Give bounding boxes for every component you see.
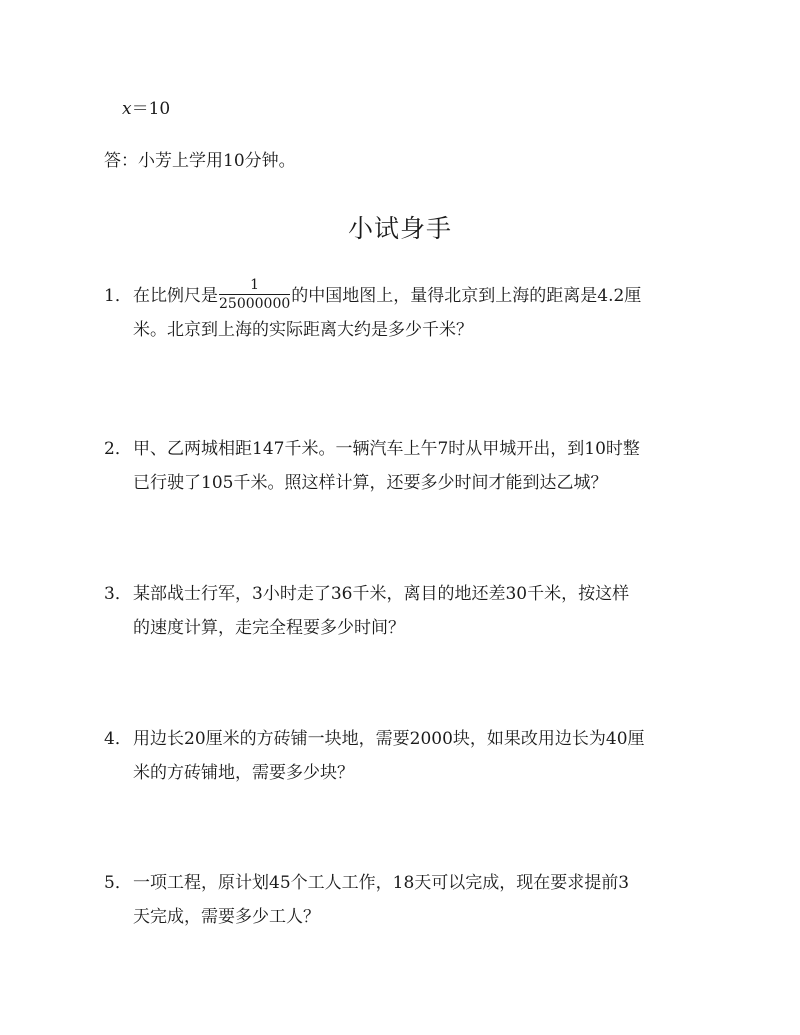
fraction-denominator: 25000000 bbox=[219, 296, 291, 312]
problem-text-line-2: 米。北京到上海的实际距离大约是多少千米？ bbox=[133, 320, 473, 340]
problem-text-line-2: 已行驶了105千米。照这样计算，还要多少时间才能到达乙城？ bbox=[133, 473, 608, 493]
problem-text-line-2: 天完成，需要多少工人？ bbox=[133, 907, 320, 927]
problem-text-line-1: 某部战士行军，3小时走了36千米，离目的地还差30千米，按这样 bbox=[133, 584, 630, 604]
problem-number: 4． bbox=[104, 729, 132, 749]
scale-fraction bbox=[219, 277, 290, 312]
problem-text-segment: 的中国地图上，量得北京到上海的距离是4.2厘 bbox=[291, 286, 642, 306]
problem-text-line-1 bbox=[133, 279, 641, 314]
answer-line: 答：小芳上学用10分钟。 bbox=[104, 151, 296, 171]
problem-number: 5． bbox=[104, 873, 132, 893]
fraction-numerator: 1 bbox=[219, 277, 290, 295]
problem-text-line-2: 的速度计算，走完全程要多少时间？ bbox=[133, 618, 405, 638]
section-title: 小试身手 bbox=[347, 214, 452, 243]
problem-number: 3． bbox=[104, 584, 132, 604]
problem-text-segment: 在比例尺是 bbox=[133, 286, 218, 306]
problem-text-line-1: 一项工程，原计划45个工人工作，18天可以完成，现在要求提前3 bbox=[133, 873, 630, 893]
problem-text-line-1: 用边长20厘米的方砖铺一块地，需要2000块，如果改用边长为40厘 bbox=[133, 729, 645, 749]
equation-value: ＝10 bbox=[131, 99, 171, 119]
problem-text-line-2: 米的方砖铺地，需要多少块？ bbox=[133, 763, 354, 783]
problem-number: 2． bbox=[104, 439, 132, 459]
equation-variable: x bbox=[122, 99, 132, 119]
equation-result bbox=[122, 97, 170, 121]
problem-number: 1． bbox=[104, 286, 132, 306]
problem-text-line-1: 甲、乙两城相距147千米。一辆汽车上午7时从甲城开出，到10时整 bbox=[133, 439, 640, 459]
